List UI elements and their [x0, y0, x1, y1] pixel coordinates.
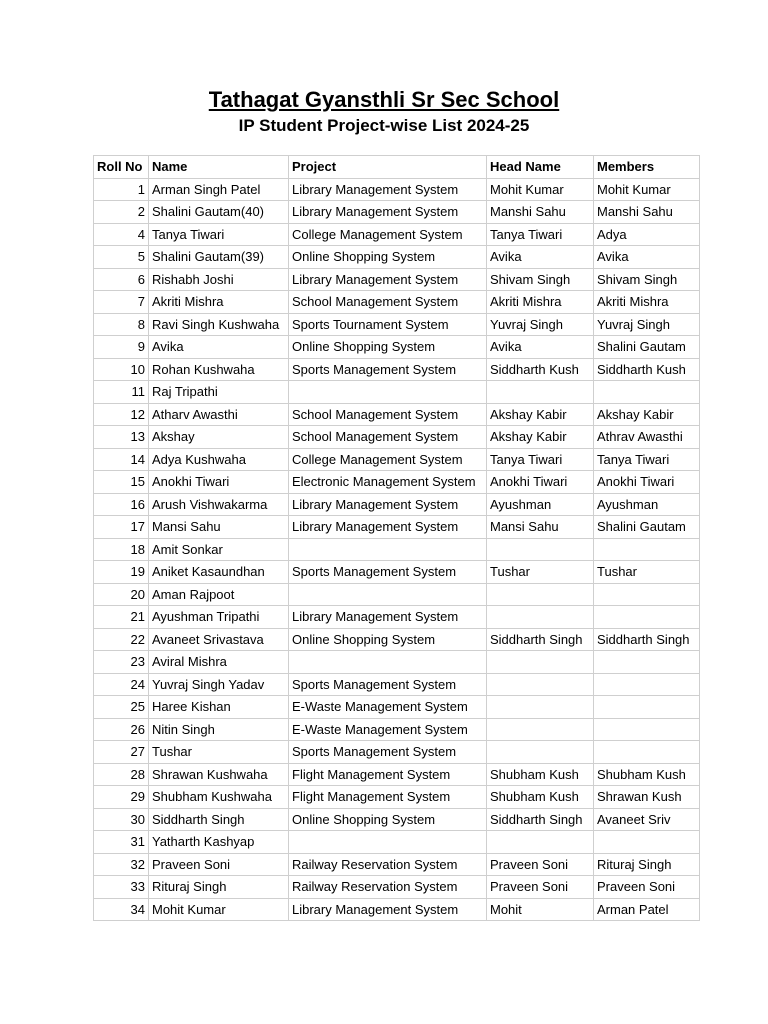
head-name-cell [487, 718, 594, 741]
table-row [94, 853, 700, 876]
roll-no-cell: 29 [94, 786, 149, 809]
roll-no-cell: 15 [94, 471, 149, 494]
table-row [94, 876, 700, 899]
name-cell: Nitin Singh [149, 718, 289, 741]
members-cell: Anokhi Tiwari [594, 471, 700, 494]
head-name-cell: Manshi Sahu [487, 201, 594, 224]
roll-no-cell: 16 [94, 493, 149, 516]
roll-no-cell: 10 [94, 358, 149, 381]
header-project: Project [289, 156, 487, 179]
head-name-cell: Ayushman [487, 493, 594, 516]
head-name-cell: Praveen Soni [487, 853, 594, 876]
name-cell: Yuvraj Singh Yadav [149, 673, 289, 696]
table-row [94, 178, 700, 201]
name-cell: Atharv Awasthi [149, 403, 289, 426]
head-name-cell: Tanya Tiwari [487, 223, 594, 246]
members-cell: Shivam Singh [594, 268, 700, 291]
project-cell: Online Shopping System [289, 246, 487, 269]
name-cell: Rohan Kushwaha [149, 358, 289, 381]
head-name-cell: Akshay Kabir [487, 426, 594, 449]
project-cell: Online Shopping System [289, 336, 487, 359]
table-row [94, 403, 700, 426]
head-name-cell [487, 696, 594, 719]
project-cell: Flight Management System [289, 763, 487, 786]
table-row [94, 471, 700, 494]
roll-no-cell: 13 [94, 426, 149, 449]
roll-no-cell: 22 [94, 628, 149, 651]
roll-no-cell: 19 [94, 561, 149, 584]
table-row [94, 786, 700, 809]
table-row [94, 336, 700, 359]
table-row [94, 606, 700, 629]
header-name: Name [149, 156, 289, 179]
table-row [94, 313, 700, 336]
project-cell: Electronic Management System [289, 471, 487, 494]
head-name-cell: Shubham Kush [487, 786, 594, 809]
roll-no-cell: 21 [94, 606, 149, 629]
name-cell: Aman Rajpoot [149, 583, 289, 606]
table-row [94, 741, 700, 764]
project-cell: Library Management System [289, 268, 487, 291]
name-cell: Amit Sonkar [149, 538, 289, 561]
roll-no-cell: 28 [94, 763, 149, 786]
members-cell: Akshay Kabir [594, 403, 700, 426]
name-cell: Shrawan Kushwaha [149, 763, 289, 786]
student-project-table [93, 155, 700, 921]
project-cell: School Management System [289, 426, 487, 449]
name-cell: Arman Singh Patel [149, 178, 289, 201]
project-cell: Sports Management System [289, 741, 487, 764]
table-row [94, 763, 700, 786]
name-cell: Akshay [149, 426, 289, 449]
project-cell [289, 583, 487, 606]
head-name-cell: Shivam Singh [487, 268, 594, 291]
name-cell: Akriti Mishra [149, 291, 289, 314]
project-cell: School Management System [289, 403, 487, 426]
roll-no-cell: 24 [94, 673, 149, 696]
name-cell: Shalini Gautam(39) [149, 246, 289, 269]
members-cell: Mohit Kumar [594, 178, 700, 201]
head-name-cell: Mohit [487, 898, 594, 921]
members-cell: Avika [594, 246, 700, 269]
roll-no-cell: 1 [94, 178, 149, 201]
head-name-cell: Akriti Mishra [487, 291, 594, 314]
name-cell: Avika [149, 336, 289, 359]
project-cell: E-Waste Management System [289, 718, 487, 741]
head-name-cell: Tanya Tiwari [487, 448, 594, 471]
head-name-cell: Avika [487, 336, 594, 359]
head-name-cell [487, 651, 594, 674]
roll-no-cell: 14 [94, 448, 149, 471]
project-cell: Online Shopping System [289, 628, 487, 651]
head-name-cell: Akshay Kabir [487, 403, 594, 426]
name-cell: Aniket Kasaundhan [149, 561, 289, 584]
project-cell: Online Shopping System [289, 808, 487, 831]
head-name-cell: Yuvraj Singh [487, 313, 594, 336]
head-name-cell: Praveen Soni [487, 876, 594, 899]
name-cell: Rituraj Singh [149, 876, 289, 899]
header-members: Members [594, 156, 700, 179]
name-cell: Aviral Mishra [149, 651, 289, 674]
table-row [94, 516, 700, 539]
roll-no-cell: 11 [94, 381, 149, 404]
table-row [94, 538, 700, 561]
roll-no-cell: 9 [94, 336, 149, 359]
members-cell: Shalini Gautam [594, 336, 700, 359]
head-name-cell: Siddharth Kush [487, 358, 594, 381]
roll-no-cell: 5 [94, 246, 149, 269]
head-name-cell: Mohit Kumar [487, 178, 594, 201]
project-cell: Railway Reservation System [289, 853, 487, 876]
roll-no-cell: 2 [94, 201, 149, 224]
table-row [94, 898, 700, 921]
members-cell [594, 538, 700, 561]
roll-no-cell: 23 [94, 651, 149, 674]
roll-no-cell: 18 [94, 538, 149, 561]
name-cell: Ravi Singh Kushwaha [149, 313, 289, 336]
roll-no-cell: 26 [94, 718, 149, 741]
members-cell: Shrawan Kush [594, 786, 700, 809]
table-row [94, 561, 700, 584]
name-cell: Ayushman Tripathi [149, 606, 289, 629]
members-cell [594, 673, 700, 696]
table-row [94, 651, 700, 674]
head-name-cell [487, 381, 594, 404]
project-cell [289, 831, 487, 854]
name-cell: Shubham Kushwaha [149, 786, 289, 809]
name-cell: Arush Vishwakarma [149, 493, 289, 516]
roll-no-cell: 7 [94, 291, 149, 314]
table-row [94, 358, 700, 381]
project-cell: Library Management System [289, 493, 487, 516]
head-name-cell: Anokhi Tiwari [487, 471, 594, 494]
table-row [94, 223, 700, 246]
roll-no-cell: 17 [94, 516, 149, 539]
roll-no-cell: 20 [94, 583, 149, 606]
head-name-cell [487, 538, 594, 561]
name-cell: Haree Kishan [149, 696, 289, 719]
name-cell: Mohit Kumar [149, 898, 289, 921]
roll-no-cell: 25 [94, 696, 149, 719]
project-cell [289, 538, 487, 561]
members-cell [594, 831, 700, 854]
members-cell: Tanya Tiwari [594, 448, 700, 471]
head-name-cell [487, 606, 594, 629]
table-body [94, 178, 700, 921]
members-cell: Ayushman [594, 493, 700, 516]
roll-no-cell: 31 [94, 831, 149, 854]
members-cell: Manshi Sahu [594, 201, 700, 224]
name-cell: Raj Tripathi [149, 381, 289, 404]
members-cell: Adya [594, 223, 700, 246]
table-row [94, 493, 700, 516]
project-cell: Sports Management System [289, 561, 487, 584]
members-cell: Praveen Soni [594, 876, 700, 899]
members-cell: Akriti Mishra [594, 291, 700, 314]
table-row [94, 448, 700, 471]
members-cell [594, 651, 700, 674]
name-cell: Avaneet Srivastava [149, 628, 289, 651]
roll-no-cell: 30 [94, 808, 149, 831]
project-cell: E-Waste Management System [289, 696, 487, 719]
members-cell: Siddharth Singh [594, 628, 700, 651]
table-row [94, 381, 700, 404]
table-row [94, 583, 700, 606]
table-row [94, 291, 700, 314]
members-cell: Yuvraj Singh [594, 313, 700, 336]
head-name-cell [487, 583, 594, 606]
table-row [94, 718, 700, 741]
project-cell: Sports Management System [289, 673, 487, 696]
roll-no-cell: 34 [94, 898, 149, 921]
members-cell [594, 696, 700, 719]
roll-no-cell: 6 [94, 268, 149, 291]
head-name-cell: Shubham Kush [487, 763, 594, 786]
project-cell: College Management System [289, 223, 487, 246]
page-title: Tathagat Gyansthli Sr Sec School [208, 87, 560, 112]
roll-no-cell: 27 [94, 741, 149, 764]
name-cell: Mansi Sahu [149, 516, 289, 539]
name-cell: Anokhi Tiwari [149, 471, 289, 494]
head-name-cell: Siddharth Singh [487, 628, 594, 651]
roll-no-cell: 33 [94, 876, 149, 899]
project-cell [289, 381, 487, 404]
project-cell: Library Management System [289, 516, 487, 539]
table-row [94, 673, 700, 696]
name-cell: Yatharth Kashyap [149, 831, 289, 854]
head-name-cell: Tushar [487, 561, 594, 584]
head-name-cell [487, 741, 594, 764]
table-row [94, 628, 700, 651]
head-name-cell: Avika [487, 246, 594, 269]
roll-no-cell: 12 [94, 403, 149, 426]
members-cell: Avaneet Sriv [594, 808, 700, 831]
project-cell: Sports Tournament System [289, 313, 487, 336]
members-cell [594, 718, 700, 741]
roll-no-cell: 4 [94, 223, 149, 246]
members-cell [594, 741, 700, 764]
table-row [94, 696, 700, 719]
name-cell: Adya Kushwaha [149, 448, 289, 471]
project-cell: Library Management System [289, 606, 487, 629]
head-name-cell [487, 831, 594, 854]
table-row [94, 268, 700, 291]
table-header-row [94, 156, 700, 179]
project-cell: Library Management System [289, 898, 487, 921]
name-cell: Siddharth Singh [149, 808, 289, 831]
roll-no-cell: 32 [94, 853, 149, 876]
project-cell: Sports Management System [289, 358, 487, 381]
members-cell: Tushar [594, 561, 700, 584]
project-cell: Flight Management System [289, 786, 487, 809]
header-head-name: Head Name [487, 156, 594, 179]
table-row [94, 201, 700, 224]
head-name-cell: Mansi Sahu [487, 516, 594, 539]
members-cell: Rituraj Singh [594, 853, 700, 876]
name-cell: Shalini Gautam(40) [149, 201, 289, 224]
name-cell: Tanya Tiwari [149, 223, 289, 246]
page-subtitle: IP Student Project-wise List 2024-25 [238, 116, 530, 135]
project-cell: Library Management System [289, 201, 487, 224]
project-cell: School Management System [289, 291, 487, 314]
members-cell [594, 381, 700, 404]
head-name-cell: Siddharth Singh [487, 808, 594, 831]
table-row [94, 831, 700, 854]
name-cell: Tushar [149, 741, 289, 764]
project-cell: Railway Reservation System [289, 876, 487, 899]
members-cell: Athrav Awasthi [594, 426, 700, 449]
members-cell: Siddharth Kush [594, 358, 700, 381]
table-row [94, 808, 700, 831]
table-row [94, 426, 700, 449]
head-name-cell [487, 673, 594, 696]
members-cell: Shubham Kush [594, 763, 700, 786]
members-cell [594, 606, 700, 629]
roll-no-cell: 8 [94, 313, 149, 336]
name-cell: Praveen Soni [149, 853, 289, 876]
members-cell: Arman Patel [594, 898, 700, 921]
project-cell: Library Management System [289, 178, 487, 201]
name-cell: Rishabh Joshi [149, 268, 289, 291]
table-row [94, 246, 700, 269]
members-cell [594, 583, 700, 606]
project-cell [289, 651, 487, 674]
members-cell: Shalini Gautam [594, 516, 700, 539]
project-cell: College Management System [289, 448, 487, 471]
header-roll-no: Roll No [94, 156, 149, 179]
